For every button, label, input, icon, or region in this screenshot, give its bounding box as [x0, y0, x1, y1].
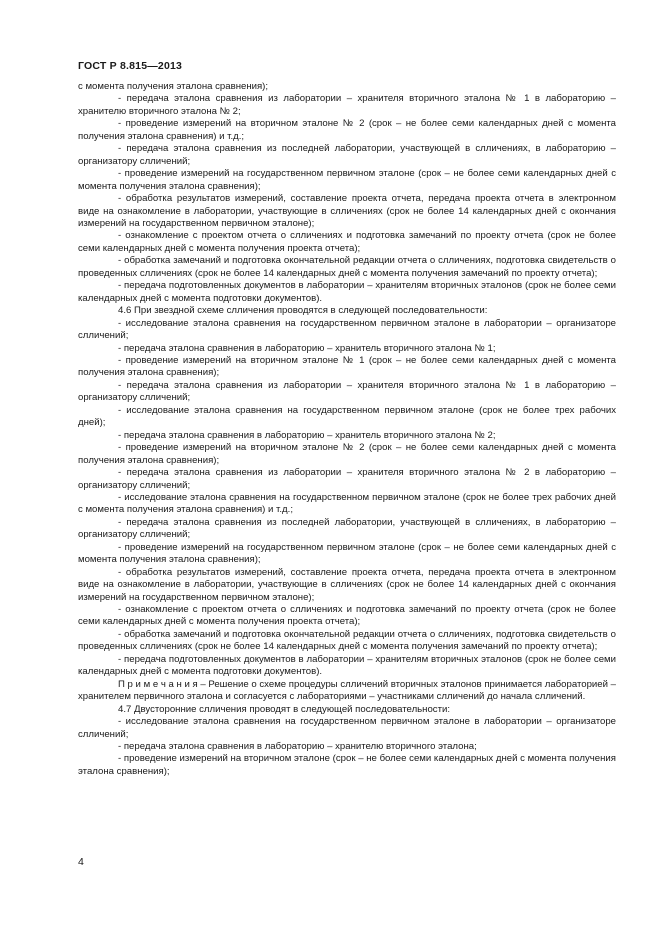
paragraph: - исследование эталона сравнения на государственном первичном эталоне в лаборатории – организаторе слличений;	[78, 317, 616, 342]
paragraph: П р и м е ч а н и я – Решение о схеме процедуры слличений вторичных эталонов принимается лабораторией – хранителем первичного эталона и согласуется с лабораториями – участниками слличений до начала слличений.	[78, 678, 616, 703]
paragraph: - передача эталона сравнения из последней лаборатории, участвующей в слличениях, в лабораторию – организатору слличений;	[78, 516, 616, 541]
paragraph: 4.6 При звездной схеме слличения проводятся в следующей последовательности:	[118, 305, 488, 317]
paragraph: - передача подготовленных документов в лаборатории – хранителям вторичных эталонов (срок не более семи календарных дней с момента подготовки документов).	[78, 653, 616, 678]
paragraph: - ознакомление с проектом отчета о слличениях и подготовка замечаний по проекту отчета (срок не более семи календарных дней с момента получения проекта отчета);	[78, 604, 616, 628]
paragraph: - проведение измерений на вторичном эталоне (срок – не более семи календарных дней с момента получения эталона сравнения);	[78, 753, 616, 777]
paragraph: - исследование эталона сравнения на государственном первичном эталоне (срок не более трех рабочих дней с момента получения эталона сравнения) и т.д.;	[78, 491, 616, 516]
paragraph: - проведение измерений на вторичном эталоне № 1 (срок – не более семи календарных дней с момента получения эталона сравнения);	[78, 354, 616, 379]
document-body	[78, 81, 616, 778]
page-number: 4	[78, 856, 84, 868]
paragraph: - исследование эталона сравнения на государственном первичном эталоне в лаборатории – организаторе слличений;	[78, 716, 616, 740]
paragraph: - передача эталона сравнения из лаборатории – хранителя вторичного эталона № 1 в лабораторию – организатору слличений;	[78, 379, 616, 404]
paragraph: с момента получения эталона сравнения);	[78, 81, 269, 92]
paragraph: - обработка результатов измерений, составление проекта отчета, передача проекта отчета в электронном виде на ознакомление в лаборатории, участвующие в слличениях (срок не более 14 календарных дней с окончания измерений на государственном первичном эталоне);	[78, 193, 616, 229]
paragraph: - проведение измерений на государственном первичном эталоне (срок – не более семи календарных дней с момента получения эталона сравнения);	[78, 168, 616, 192]
paragraph: - передача эталона сравнения в лабораторию – хранитель вторичного эталона № 1;	[118, 342, 496, 354]
paragraph: - обработка результатов измерений, составление проекта отчета, передача проекта отчета в электронном виде на ознакомление в лаборатории, участвующие в слличениях (срок не более 14 календарных дней с окончания измерений на государственном первичном эталоне);	[78, 566, 616, 603]
paragraph: - передача подготовленных документов в лаборатории – хранителям вторичных эталонов (срок не более семи календарных дней с момента подготовки документов).	[78, 280, 616, 304]
paragraph: - передача эталона сравнения в лабораторию – хранителю вторичного эталона;	[118, 741, 477, 753]
paragraph: - передача эталона сравнения в лабораторию – хранитель вторичного эталона № 2;	[118, 429, 496, 441]
paragraph: - проведение измерений на вторичном эталоне № 2 (срок – не более семи календарных дней с момента получения эталона сравнения);	[78, 442, 616, 466]
paragraph: - передача эталона сравнения из лаборатории – хранителя вторичного эталона № 1 в лабораторию – хранителю вторичного эталона № 2;	[78, 93, 616, 117]
paragraph: - обработка замечаний и подготовка окончательной редакции отчета о слличениях, подготовка свидетельств о проведенных слличениях (срок не более 14 календарных дней с момента получения замечаний по проекту отчета);	[78, 628, 616, 653]
paragraph: - ознакомление с проектом отчета о слличениях и подготовка замечаний по проекту отчета (срок не более семи календарных дней с момента получения проекта отчета);	[78, 230, 616, 254]
paragraph: - исследование эталона сравнения на государственном первичном эталоне (срок не более трех рабочих дней);	[78, 404, 616, 429]
paragraph: 4.7 Двусторонние слличения проводят в следующей последовательности:	[118, 703, 451, 715]
document-header: ГОСТ Р 8.815—2013	[78, 60, 183, 72]
paragraph: - передача эталона сравнения из последней лаборатории, участвующей в слличениях, в лабораторию – организатору слличений;	[78, 143, 616, 167]
paragraph: - проведение измерений на государственном первичном эталоне (срок – не более семи календарных дней с момента получения эталона сравнения);	[78, 541, 616, 566]
paragraph: - обработка замечаний и подготовка окончательной редакции отчета о слличениях, подготовка свидетельств о проведенных слличениях (срок не более 14 календарных дней с момента получения замечаний по проекту отчета);	[78, 255, 616, 279]
paragraph: - проведение измерений на вторичном эталоне № 2 (срок – не более семи календарных дней с момента получения эталона сравнения) и т.д.;	[78, 118, 616, 142]
paragraph: - передача эталона сравнения из лаборатории – хранителя вторичного эталона № 2 в лабораторию – организатору слличений;	[78, 467, 616, 491]
